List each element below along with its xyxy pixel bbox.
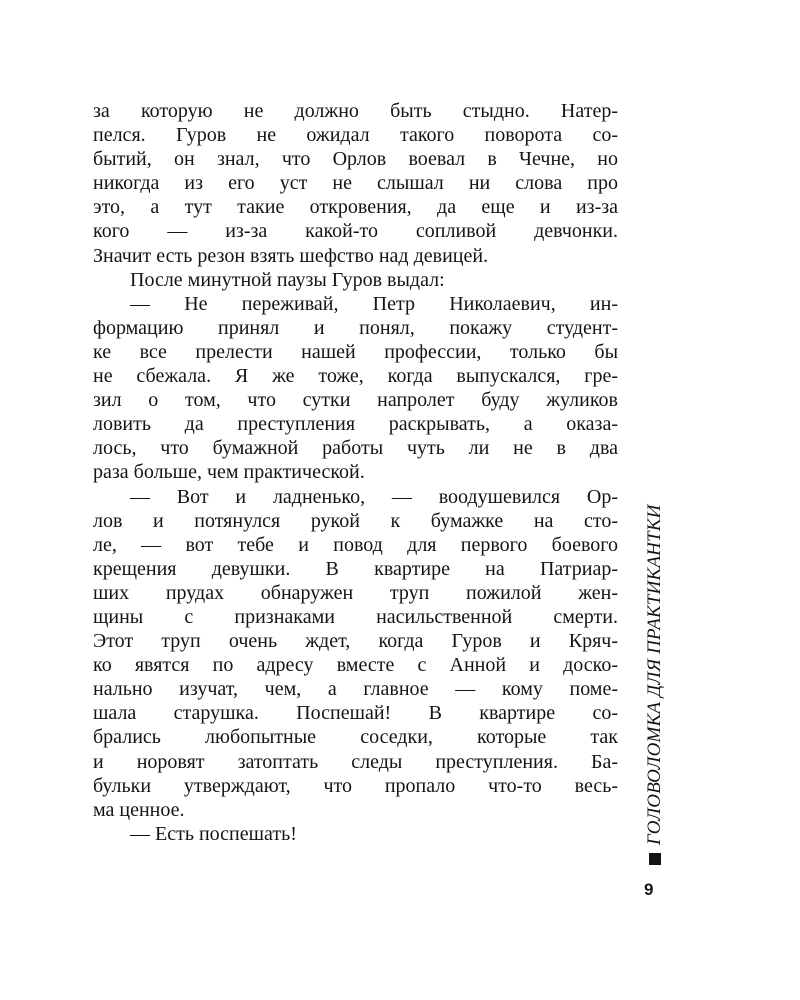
text-line: за которую не должно быть стыдно. Натер- <box>93 100 618 122</box>
text-line: брались любопытные соседки, которые так <box>93 726 618 749</box>
text-line: ма ценное. <box>93 798 185 821</box>
text-line: лось, что бумажной работы чуть ли не в два <box>93 437 618 460</box>
text-line: После минутной паузы Гуров выдал: <box>130 268 445 291</box>
text-line: крещения девушки. В квартире на Патриар- <box>93 557 618 580</box>
text-line: ле, — вот тебе и повод для первого боевого <box>93 533 618 556</box>
text-line: и норовят затоптать следы преступления. Ба- <box>93 750 618 773</box>
text-line: пелся. Гуров не ожидал такого поворота со- <box>93 124 618 147</box>
body-text <box>93 99 618 846</box>
text-line: — Есть поспешать! <box>130 822 297 845</box>
text-line: никогда из его уст не слышал ни слова про <box>93 172 618 195</box>
text-line: нально изучат, чем, а главное — кому поме- <box>93 678 618 701</box>
text-line: зил о том, что сутки напролет буду жуликов <box>93 389 618 412</box>
text-line: шала старушка. Поспешай! В квартире со- <box>93 702 618 725</box>
text-line: ших прудах обнаружен труп пожилой жен- <box>93 581 618 604</box>
square-bullet-icon <box>649 853 661 865</box>
text-line: щины с признаками насильственной смерти. <box>93 605 618 628</box>
running-head-title: ГОЛОВОЛОМКА ДЛЯ ПРАКТИКАНТКИ <box>644 504 665 845</box>
text-line: ловить да преступления раскрывать, а оказа- <box>93 413 618 436</box>
text-line: кого — из-за какой-то сопливой девчонки. <box>93 220 618 243</box>
text-line: раза больше, чем практической. <box>93 461 365 484</box>
text-line: не сбежала. Я же тоже, когда выпускался, гре- <box>93 365 618 388</box>
page-number: 9 <box>644 880 654 899</box>
text-line: формацию принял и понял, покажу студент- <box>93 316 618 339</box>
text-line: это, а тут такие откровения, да еще и из-за <box>93 196 618 219</box>
text-line: лов и потянулся рукой к бумажке на сто- <box>93 509 618 532</box>
text-line: Этот труп очень ждет, когда Гуров и Кряч- <box>93 630 618 653</box>
running-head <box>642 504 668 865</box>
text-line: ко явятся по адресу вместе с Анной и доско- <box>93 654 618 677</box>
text-line: — Вот и ладненько, — воодушевился Ор- <box>130 485 618 508</box>
text-line: — Не переживай, Петр Николаевич, ин- <box>130 292 618 315</box>
text-line: ке все прелести нашей профессии, только бы <box>93 340 618 363</box>
text-line: бытий, он знал, что Орлов воевал в Чечне, но <box>93 148 618 171</box>
text-line: Значит есть резон взять шефство над девицей. <box>93 244 489 267</box>
text-line: бульки утверждают, что пропало что-то весь- <box>93 774 618 797</box>
